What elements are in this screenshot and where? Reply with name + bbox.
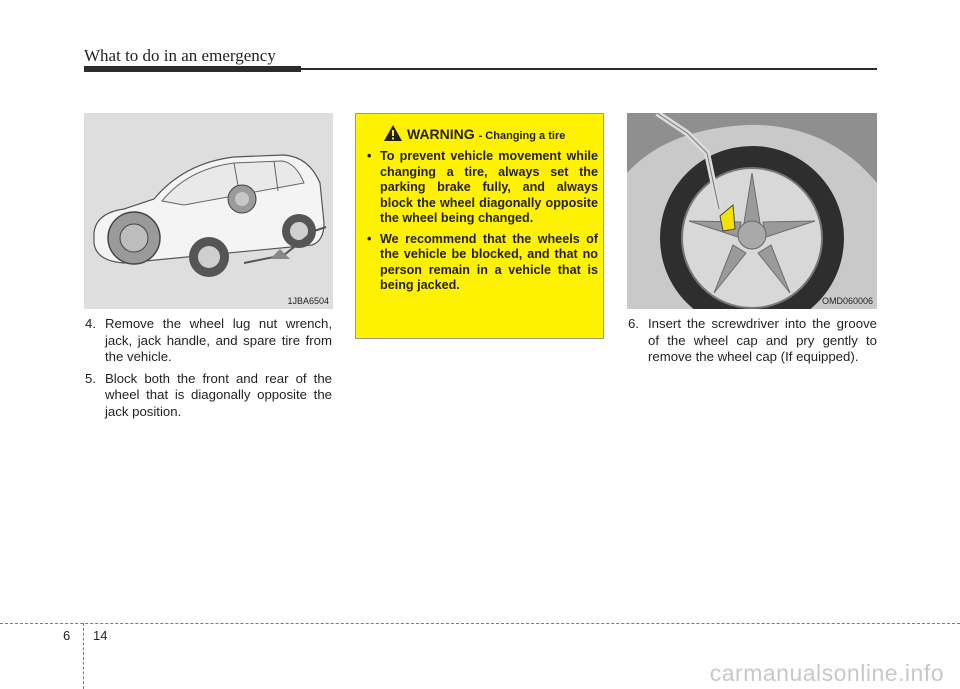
header-rule [84,66,877,72]
warning-item: • To prevent vehicle movement while changing a tire, always set the parking brake fully, and always block the wheel diagonally opposite the wheel being changed. [366,149,598,227]
warning-header [365,124,597,144]
wheel-cap-illustration [627,113,877,309]
figure-code: OMD060006 [821,296,873,306]
watermark: carmanualsonline.info [709,660,944,686]
warning-title: WARNING - Changing a tire [407,126,566,142]
footer-divider-vertical [83,623,84,689]
step-item: 4. Remove the wheel lug nut wrench, jack, jack handle, and spare tire from the vehicle. [85,316,332,364]
wheel-illustration-icon [627,113,877,309]
car-jack-illustration [84,113,333,309]
chapter-number: 6 [63,628,71,643]
page-number: 14 [93,628,108,643]
warning-box [355,113,604,339]
section-title: What to do in an emergency [84,46,276,65]
figure-code: 1JBA6504 [287,296,329,306]
footer-divider [0,623,960,624]
step-item: 6. Insert the screwdriver into the groove of the wheel cap and pry gently to remove the wheel cap (If equipped). [628,316,877,364]
car-illustration-icon [84,113,333,309]
steps-left [85,316,332,425]
warning-list [366,149,598,299]
warning-item: • We recommend that the wheels of the vehicle be blocked, and that no person remain in a vehicle that is being jacked. [366,232,598,294]
warning-triangle-icon [383,124,403,142]
step-item: 5. Block both the front and rear of the wheel that is diagonally opposite the jack position. [85,370,332,419]
steps-right [628,316,877,371]
